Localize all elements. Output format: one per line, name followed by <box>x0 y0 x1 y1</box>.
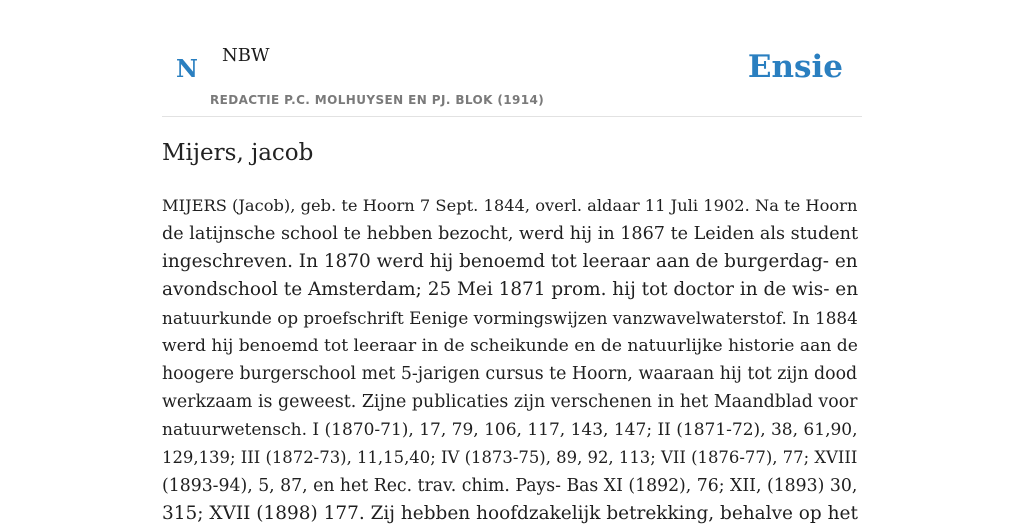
body-line: natuurwetensch. I (1870-71), 17, 79, 106, 117, 143, 147; II (1871-72), 38, 61,90, <box>162 420 858 440</box>
source-logo[interactable]: N <box>176 54 198 83</box>
body-line: avondschool te Amsterdam; 25 Mei 1871 prom. hij tot doctor in de wis- en <box>162 279 859 300</box>
source-title[interactable]: NBW <box>222 45 270 66</box>
body-line: 129,139; III (1872-73), 11,15,40; IV (1873-75), 89, 92, 113; VII (1876-77), 77; XVIII <box>162 448 858 467</box>
entry-title: Mijers, jacob <box>162 140 314 166</box>
source-header <box>162 0 862 117</box>
body-line: de latijnsche school te hebben bezocht, werd hij in 1867 te Leiden als student <box>162 224 859 244</box>
body-line: werd hij benoemd tot leeraar in de scheikunde en de natuurlijke historie aan de <box>162 336 858 356</box>
body-line: MIJERS (Jacob), geb. te Hoorn 7 Sept. 1844, overl. aldaar 11 Juli 1902. Na te Hoorn <box>162 196 858 215</box>
body-line: werkzaam is geweest. Zijne publicaties zijn verschenen in het Maandblad voor <box>162 392 858 412</box>
body-line: natuurkunde op proefschrift Eenige vormingswijzen vanzwavelwaterstof. In 1884 <box>162 308 858 328</box>
body-line: 315; XVII (1898) 177. Zij hebben hoofdzakelijk betrekking, behalve op het <box>162 503 858 524</box>
entry-body <box>162 192 862 528</box>
body-line: (1893-94), 5, 87, en het Rec. trav. chim. Pays- Bas XI (1892), 76; XII, (1893) 30, <box>162 476 858 496</box>
brand-logo[interactable]: Ensie <box>747 49 843 85</box>
source-subtitle: REDACTIE P.C. MOLHUYSEN EN PJ. BLOK (1914) <box>210 93 545 107</box>
body-line: hoogere burgerschool met 5-jarigen cursus te Hoorn, waaraan hij tot zijn dood <box>162 364 858 384</box>
article-page <box>162 0 862 524</box>
body-line: ingeschreven. In 1870 werd hij benoemd tot leeraar aan de burgerdag- en <box>162 251 858 272</box>
